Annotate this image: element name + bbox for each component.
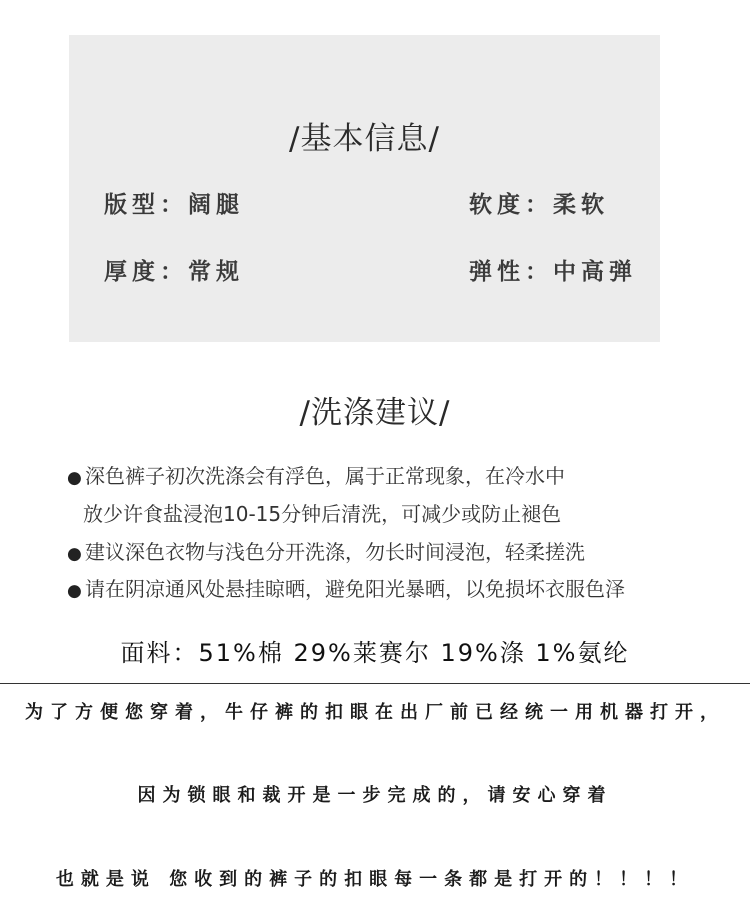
attr-elasticity-label: 弹性：	[469, 259, 553, 285]
fabric-composition: 面料：51%棉 29%莱赛尔 19%涤 1%氨纶	[120, 639, 630, 667]
basic-info-title: /基本信息/	[289, 121, 440, 157]
washing-title: /洗涤建议/	[299, 395, 451, 431]
attr-softness-value: 柔软	[553, 192, 609, 218]
attr-thickness-label: 厚度：	[104, 259, 188, 285]
buttonhole-note-1: 为了方便您穿着，牛仔裤的扣眼在出厂前已经统一用机器打开，	[25, 702, 725, 723]
washing-line-1-text: 深色裤子初次洗涤会有浮色，属于正常现象，在冷水中	[85, 464, 565, 488]
washing-line-1	[67, 460, 565, 489]
section-divider	[0, 683, 750, 684]
attr-fit	[104, 186, 244, 219]
washing-line-3	[67, 536, 585, 565]
attr-fit-label: 版型：	[104, 192, 188, 218]
bullet-icon: ●	[67, 581, 82, 601]
attr-elasticity-value: 中高弹	[553, 259, 637, 285]
buttonhole-note-3: 也就是说 您收到的裤子的扣眼每一条都是打开的！！！！	[55, 869, 695, 890]
attr-thickness	[104, 253, 244, 286]
attr-thickness-value: 常规	[188, 259, 244, 285]
washing-line-4	[67, 573, 625, 602]
bullet-icon: ●	[67, 544, 82, 564]
washing-line-2	[83, 498, 561, 527]
attr-softness	[469, 186, 609, 219]
attr-fit-value: 阔腿	[188, 192, 244, 218]
washing-line-4-text: 请在阴凉通风处悬挂晾晒，避免阳光暴晒，以免损坏衣服色泽	[85, 577, 625, 601]
washing-line-3-text: 建议深色衣物与浅色分开洗涤，勿长时间浸泡，轻柔搓洗	[85, 540, 585, 564]
bullet-icon: ●	[67, 468, 82, 488]
attr-softness-label: 软度：	[469, 192, 553, 218]
buttonhole-note-2: 因为锁眼和裁开是一步完成的，请安心穿着	[137, 785, 613, 806]
washing-line-2-text: 放少许食盐浸泡10-15分钟后清洗，可减少或防止褪色	[83, 502, 562, 526]
attr-elasticity	[469, 253, 637, 286]
